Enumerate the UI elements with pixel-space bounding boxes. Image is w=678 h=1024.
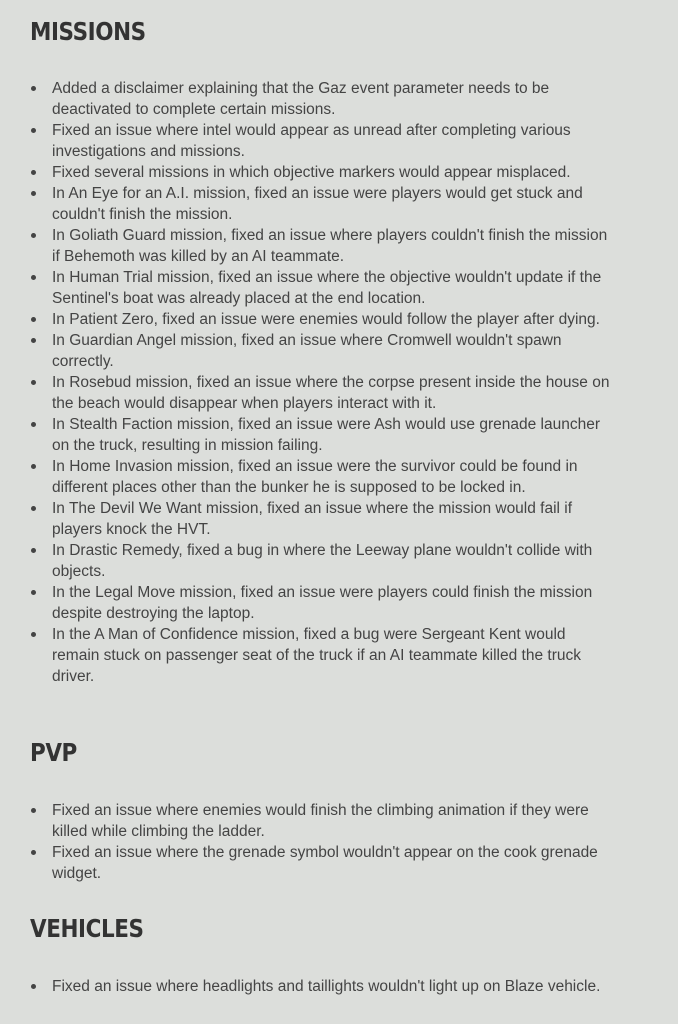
list-item	[0, 456, 612, 498]
list-item	[0, 498, 612, 540]
bullet-icon	[31, 191, 36, 196]
bullet-icon	[31, 275, 36, 280]
bullet-icon	[31, 590, 36, 595]
vehicles-list	[0, 976, 612, 997]
list-item	[0, 162, 612, 183]
list-item	[0, 582, 612, 624]
bullet-icon	[31, 464, 36, 469]
list-item	[0, 414, 612, 456]
bullet-icon	[31, 86, 36, 91]
list-item-text: In The Devil We Want mission, fixed an issue where the mission would fail if players knock the HVT.	[52, 500, 573, 538]
list-item-text: Fixed an issue where headlights and taillights wouldn't light up on Blaze vehicle.	[52, 978, 601, 995]
bullet-icon	[31, 170, 36, 175]
bullet-icon	[31, 548, 36, 553]
list-item	[0, 976, 612, 997]
list-item	[0, 842, 612, 884]
list-item-text: In Rosebud mission, fixed an issue where the corpse present inside the house on the beach would disappear when players interact with it.	[52, 374, 610, 412]
list-item-text: In Human Trial mission, fixed an issue where the objective wouldn't update if the Sentinel's boat was already placed at the end location.	[52, 269, 602, 307]
list-item	[0, 309, 612, 330]
list-item-text: In An Eye for an A.I. mission, fixed an issue were players would get stuck and couldn't finish the mission.	[52, 185, 583, 223]
section-heading: VEHICLES	[30, 914, 144, 943]
bullet-icon	[31, 128, 36, 133]
bullet-icon	[31, 808, 36, 813]
list-item-text: In the A Man of Confidence mission, fixed a bug were Sergeant Kent would remain stuck on passenger seat of the truck if an AI teammate killed the truck driver.	[52, 626, 581, 685]
list-item-text: In the Legal Move mission, fixed an issue were players could finish the mission despite destroying the laptop.	[52, 584, 593, 622]
bullet-icon	[31, 506, 36, 511]
bullet-icon	[31, 338, 36, 343]
list-item-text: Added a disclaimer explaining that the Gaz event parameter needs to be deactivated to complete certain missions.	[52, 80, 550, 118]
missions-list	[0, 78, 612, 687]
list-item-text: In Guardian Angel mission, fixed an issue where Cromwell wouldn't spawn correctly.	[52, 332, 562, 370]
list-item	[0, 800, 612, 842]
list-item-text: Fixed an issue where the grenade symbol wouldn't appear on the cook grenade widget.	[52, 844, 598, 882]
bullet-icon	[31, 632, 36, 637]
list-item-text: In Drastic Remedy, fixed a bug in where the Leeway plane wouldn't collide with objects.	[52, 542, 593, 580]
list-item	[0, 372, 612, 414]
list-item	[0, 330, 612, 372]
pvp-list	[0, 800, 612, 884]
list-item	[0, 78, 612, 120]
list-item-text: In Home Invasion mission, fixed an issue were the survivor could be found in different places other than the bunker he is supposed to be locked in.	[52, 458, 578, 496]
list-item	[0, 540, 612, 582]
bullet-icon	[31, 984, 36, 989]
list-item-text: Fixed an issue where enemies would finish the climbing animation if they were killed while climbing the ladder.	[52, 802, 589, 840]
list-item-text: In Goliath Guard mission, fixed an issue where players couldn't finish the mission if Behemoth was killed by an AI teammate.	[52, 227, 608, 265]
list-item-text: In Patient Zero, fixed an issue were enemies would follow the player after dying.	[52, 311, 600, 328]
list-item	[0, 225, 612, 267]
list-item-text: Fixed several missions in which objective markers would appear misplaced.	[52, 164, 571, 181]
list-item-text: In Stealth Faction mission, fixed an issue were Ash would use grenade launcher on the truck, resulting in mission failing.	[52, 416, 600, 454]
list-item-text: Fixed an issue where intel would appear as unread after completing various investigations and missions.	[52, 122, 571, 160]
bullet-icon	[31, 380, 36, 385]
section-heading: MISSIONS	[30, 17, 146, 46]
bullet-icon	[31, 422, 36, 427]
bullet-icon	[31, 317, 36, 322]
bullet-icon	[31, 850, 36, 855]
list-item	[0, 120, 612, 162]
list-item	[0, 624, 612, 687]
section-heading: PVP	[30, 738, 77, 767]
list-item	[0, 183, 612, 225]
list-item	[0, 267, 612, 309]
bullet-icon	[31, 233, 36, 238]
